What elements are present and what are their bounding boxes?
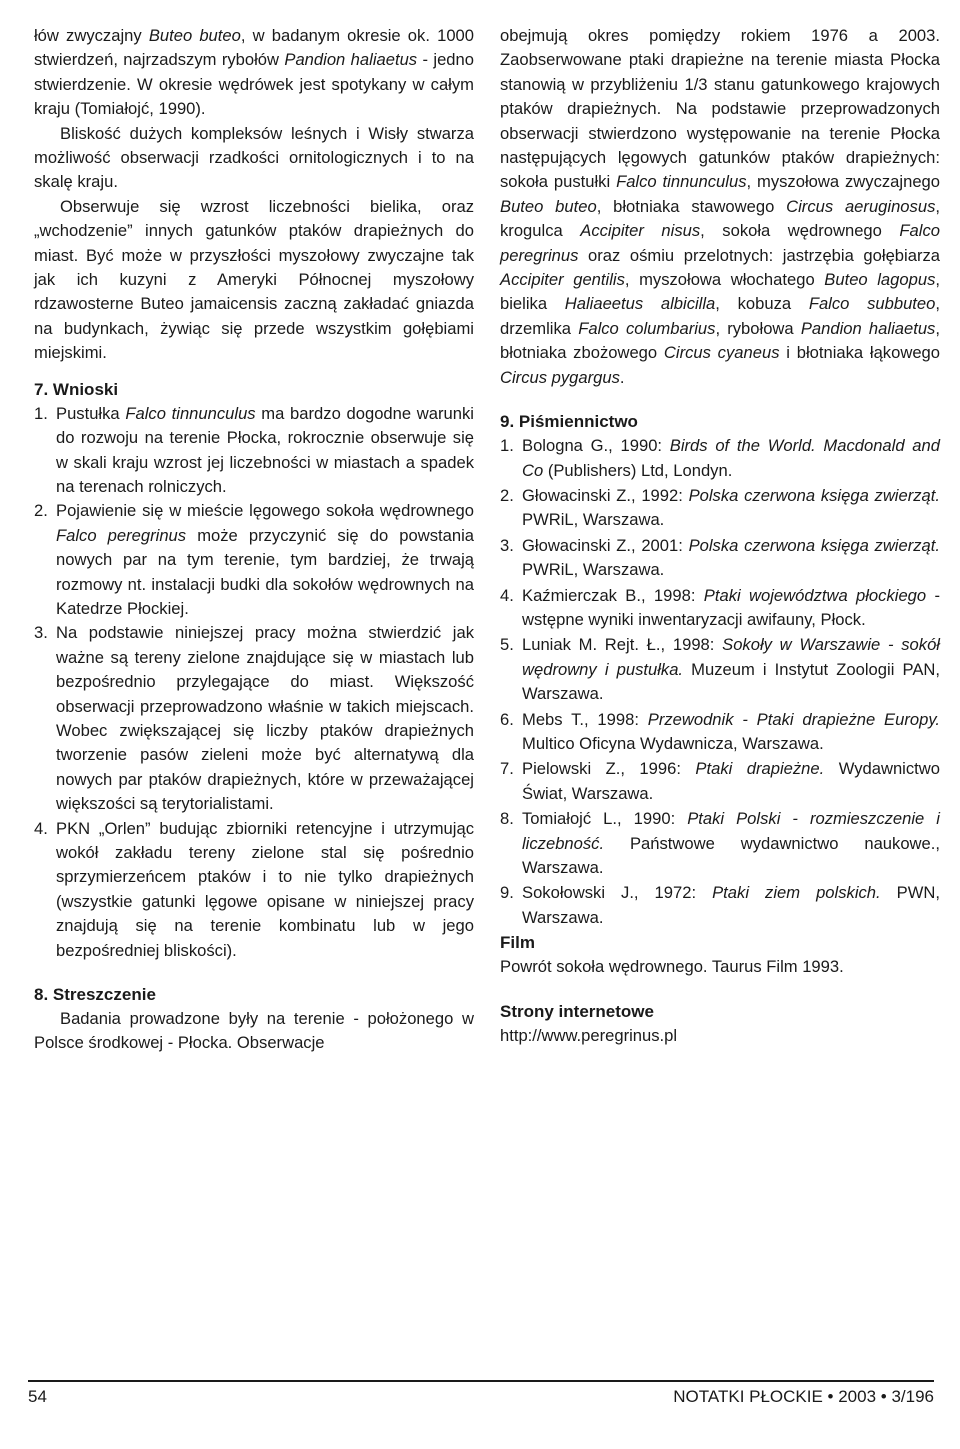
- section-8-heading: 8. Streszczenie: [34, 985, 156, 1005]
- species-name: Falco tinnunculus: [616, 172, 747, 192]
- left-column: [34, 24, 474, 1056]
- text-run: i błotniaka łąkowego: [779, 343, 941, 363]
- section-7-heading: 7. Wnioski: [34, 379, 119, 399]
- list-number: 1.: [34, 403, 48, 423]
- summary-paragraph: [34, 1007, 474, 1056]
- list-item: [500, 881, 940, 930]
- text-run: .: [619, 367, 625, 387]
- list-number: 4.: [500, 585, 514, 605]
- text-run: Wydawnictwo Świat, Warszawa.: [522, 759, 940, 803]
- species-name: Birds of the World. Macdonald and Co: [522, 436, 940, 480]
- list-item: [500, 708, 940, 757]
- list-item: [34, 402, 474, 500]
- text-run: Pustułka: [56, 403, 126, 423]
- text-run: , rybołowa: [715, 318, 801, 338]
- species-name: Buteo buteo: [500, 196, 597, 216]
- species-name: Ptaki ziem polskich.: [712, 883, 881, 903]
- text-run: , krogulca: [500, 196, 940, 241]
- list-number: 3.: [34, 623, 48, 643]
- text-run: Tomiałojć L., 1990:: [522, 809, 688, 829]
- text-run: PWRiL, Warszawa.: [522, 510, 665, 530]
- text-run: , myszołowa włochatego: [624, 270, 825, 290]
- summary-continuation: [500, 24, 940, 390]
- species-name: Polska czerwona księga zwierząt.: [688, 535, 940, 555]
- text-run: Badania prowadzone były na terenie - położonego w Polsce środkowej - Płocka. Obserwacje: [34, 1009, 474, 1053]
- text-run: oraz ośmiu przelotnych: jastrzębia gołębiarza: [578, 245, 940, 265]
- text-run: Luniak M. Rejt. Ł., 1998:: [522, 635, 723, 655]
- species-name: Buteo buteo: [148, 26, 241, 45]
- species-name: Falco subbuteo: [808, 294, 936, 314]
- list-number: 6.: [500, 709, 514, 729]
- text-run: , sokoła wędrownego: [700, 221, 900, 241]
- species-name: Falco tinnunculus: [125, 403, 256, 423]
- list-item: [500, 484, 940, 533]
- list-number: 2.: [500, 485, 514, 505]
- text-run: , kobuza: [715, 294, 809, 314]
- species-name: Polska czerwona księga zwierząt.: [688, 485, 940, 505]
- list-item: [34, 499, 474, 621]
- list-number: 9.: [500, 883, 514, 903]
- species-name: Ptaki Polski - rozmieszczenie i liczebność.: [522, 809, 940, 853]
- text-run: , drzemlika: [500, 294, 940, 338]
- text-run: Głowacinski Z., 1992:: [522, 485, 689, 505]
- text-run: , błotniaka zbożowego: [500, 318, 940, 363]
- list-item: [34, 621, 474, 816]
- species-name: Falco peregrinus: [56, 525, 187, 545]
- film-heading: Film: [500, 933, 535, 953]
- list-item: [500, 584, 940, 633]
- list-item: [500, 633, 940, 706]
- intro-paragraph-1: [34, 24, 474, 122]
- text-run: , bielika: [500, 270, 940, 314]
- text-run: Głowacinski Z., 2001:: [522, 535, 689, 555]
- species-name: Falco peregrinus: [500, 221, 940, 265]
- film-text: Powrót sokoła wędrownego. Taurus Film 1993.: [500, 957, 844, 977]
- text-run: PWN, Warszawa.: [522, 883, 940, 927]
- text-run: Kaźmierczak B., 1998:: [522, 585, 704, 605]
- text-run: Multico Oficyna Wydawnicza, Warszawa.: [522, 733, 824, 753]
- section-9-heading: 9. Piśmiennictwo: [500, 412, 638, 432]
- species-name: Buteo lagopus: [824, 270, 936, 290]
- list-item: [500, 434, 940, 483]
- web-heading: Strony internetowe: [500, 1001, 654, 1021]
- text-run: PWRiL, Warszawa.: [522, 560, 665, 580]
- text-run: Sokołowski J., 1972:: [522, 883, 713, 903]
- intro-paragraph-2: [34, 122, 474, 195]
- species-name: Ptaki województwa płockiego: [703, 585, 927, 605]
- text-run: Bliskość dużych kompleksów leśnych i Wisły stwarza możliwość obserwacji rzadkości ornitologicznych i to na skalę kraju.: [34, 123, 474, 192]
- text-run: PKN „Orlen” budując zbiorniki retencyjne i utrzymując wokół zakładu tereny zielone stal się pośrednio sprzymierzeńcem ptaków i to nie tylko drapieżnych (wszystkie gatunki lęgowe opisane w niniejszej pracy znajdują się na terenie kombinatu lub w jego bezpośredniej bliskości).: [56, 818, 474, 960]
- text-run: ma bardzo dogodne warunki do rozwoju na terenie Płocka, rokrocznie obserwuje się w skali kraju wzrost jej liczebności w miastach a spadek na terenach rolniczych.: [56, 403, 474, 496]
- journal-name: NOTATKI PŁOCKIE • 2003 • 3/196: [673, 1387, 934, 1406]
- text-run: Muzeum i Instytut Zoologii PAN, Warszawa.: [522, 659, 940, 704]
- text-run: , myszołowa zwyczajnego: [746, 172, 941, 192]
- species-name: Circus pygargus: [500, 367, 620, 387]
- list-item: [500, 534, 940, 583]
- text-run: Bologna G., 1990:: [522, 436, 670, 456]
- species-name: Accipiter nisus: [580, 221, 701, 241]
- list-number: 4.: [34, 818, 48, 838]
- species-name: Ptaki drapieżne.: [695, 759, 825, 779]
- web-link[interactable]: http://www.peregrinus.pl: [500, 1025, 678, 1045]
- references-list: [500, 434, 940, 930]
- species-name: Przewodnik - Ptaki drapieżne Europy.: [647, 709, 941, 729]
- text-run: obejmują okres pomiędzy rokiem 1976 a 2003. Zaobserwowane ptaki drapieżne na terenie miasta Płocka stanowią w przybliżeniu 1/3 stanu gatunkowego krajowych ptaków drapieżnych. Na podstawie przeprowadzonych obserwacji stwierdzono występowanie na terenie Płocka następujących lęgowych gatunków ptaków drapieżnych: sokoła pustułki: [500, 26, 940, 192]
- text-run: może przyczynić się do powstania nowych par na tym terenie, tym bardziej, że trwają rozmowy nt. instalacji budki dla sokołów wędrownych na Katedrze Płockiej.: [56, 525, 474, 618]
- text-run: - jedno stwierdzenie. W okresie wędrówek jest spotykany w całym kraju (Tomiałojć, 1990).: [34, 50, 474, 119]
- list-number: 8.: [500, 809, 514, 829]
- species-name: Sokoły w Warszawie - sokół wędrowny i pustułka.: [522, 635, 940, 679]
- list-number: 5.: [500, 635, 514, 655]
- text-run: , błotniaka stawowego: [596, 196, 787, 216]
- list-item: [500, 807, 940, 880]
- species-name: Pandion haliaetus: [800, 318, 936, 338]
- text-run: , w badanym okresie ok. 1000 stwierdzeń, najrzadszym rybołów: [34, 26, 475, 70]
- right-column: [500, 24, 940, 1048]
- list-number: 2.: [34, 501, 48, 521]
- text-run: Obserwuje się wzrost liczebności bielika, oraz „wchodzenie” innych gatunków ptaków drapieżnych do miast. Być może w przyszłości myszołowy zwyczajne tak jak ich kuzyni z Ameryki Północnej myszołowy rdzawosterne Buteo jamaicensis zaczną zakładać gniazda na budynkach, żywiąc się przede wszystkim gołębiami miejskimi.: [34, 196, 474, 363]
- intro-paragraph-3: [34, 195, 474, 366]
- text-run: Mebs T., 1998:: [522, 709, 648, 729]
- text-run: Państwowe wydawnictwo naukowe., Warszawa.: [522, 833, 940, 877]
- page-number: 54: [28, 1387, 47, 1406]
- list-item: [34, 817, 474, 963]
- species-name: Haliaeetus albicilla: [564, 294, 716, 314]
- text-run: (Publishers) Ltd, Londyn.: [543, 460, 733, 480]
- species-name: Circus aeruginosus: [786, 196, 936, 216]
- page-footer: [28, 1380, 934, 1407]
- list-number: 1.: [500, 436, 514, 456]
- text-run: Pielowski Z., 1996:: [522, 759, 696, 779]
- text-run: - wstępne wyniki inwentaryzacji awifauny, Płock.: [522, 585, 940, 629]
- list-number: 7.: [500, 759, 514, 779]
- conclusions-list: [34, 402, 474, 963]
- species-name: Accipiter gentilis: [500, 270, 625, 290]
- text-run: Na podstawie niniejszej pracy można stwierdzić jak ważne są tereny zielone znajdujące się w miastach lub bezpośrednio przylegające do miast. Większość obserwacji przeprowadzono właśnie w takich miejscach. Wobec zwiększającej się liczby ptaków drapieżnych tworzenie pasów zieleni może być alternatywą dla nowych par ptaków drapieżnych, które w przeważającej większości są terytorialistami.: [56, 623, 474, 814]
- list-number: 3.: [500, 535, 514, 555]
- list-item: [500, 757, 940, 806]
- species-name: Circus cyaneus: [663, 343, 780, 363]
- species-name: Pandion haliaetus: [284, 50, 418, 70]
- text-run: Pojawienie się w mieście lęgowego sokoła wędrownego: [56, 501, 474, 521]
- species-name: Falco columbarius: [578, 318, 716, 338]
- text-run: łów zwyczajny: [34, 26, 149, 45]
